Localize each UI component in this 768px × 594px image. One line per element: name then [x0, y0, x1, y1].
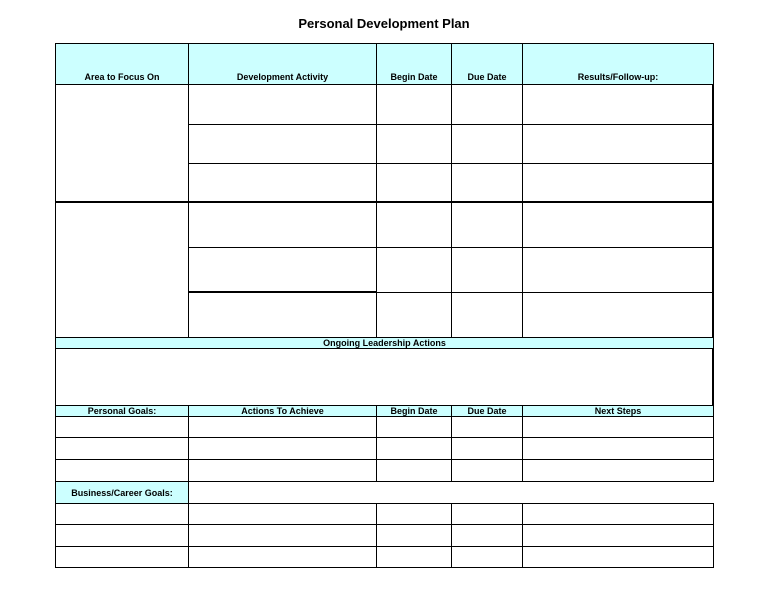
due-date-cell[interactable]: [451, 247, 523, 293]
results-cell[interactable]: [522, 247, 714, 293]
header-next-steps: Next Steps: [522, 405, 714, 417]
begin-date-cell[interactable]: [376, 416, 452, 438]
page-title: Personal Development Plan: [298, 16, 470, 31]
focus-area-cell[interactable]: [55, 84, 189, 203]
personal-goal-cell[interactable]: [55, 459, 189, 482]
career-goal-cell[interactable]: [55, 546, 189, 568]
header-begin-date: Begin Date: [376, 43, 452, 85]
header-results-follow-up: Results/Follow-up:: [522, 43, 714, 85]
personal-goal-cell[interactable]: [55, 437, 189, 460]
next-steps-cell[interactable]: [522, 437, 714, 460]
header-area-to-focus: Area to Focus On: [55, 43, 189, 85]
begin-date-cell[interactable]: [376, 503, 452, 525]
due-date-cell[interactable]: [451, 84, 523, 125]
results-cell[interactable]: [522, 163, 714, 203]
begin-date-cell[interactable]: [376, 124, 452, 164]
due-date-cell[interactable]: [451, 202, 523, 248]
begin-date-cell[interactable]: [376, 437, 452, 460]
header-personal-goals: Personal Goals:: [55, 405, 189, 417]
begin-date-cell[interactable]: [376, 459, 452, 482]
begin-date-cell[interactable]: [376, 247, 452, 293]
due-date-cell[interactable]: [451, 546, 523, 568]
career-goal-cell[interactable]: [55, 503, 189, 525]
due-date-cell[interactable]: [451, 292, 523, 338]
begin-date-cell[interactable]: [376, 163, 452, 203]
personal-goal-cell[interactable]: [55, 416, 189, 438]
begin-date-cell[interactable]: [376, 524, 452, 547]
leadership-actions-field[interactable]: [55, 348, 714, 406]
next-steps-cell[interactable]: [522, 416, 714, 438]
activity-cell[interactable]: [188, 124, 377, 164]
begin-date-cell[interactable]: [376, 202, 452, 248]
focus-area-cell[interactable]: [55, 202, 189, 338]
due-date-cell[interactable]: [451, 524, 523, 547]
begin-date-cell[interactable]: [376, 292, 452, 338]
career-goal-cell[interactable]: [55, 524, 189, 547]
activity-cell[interactable]: [188, 163, 377, 203]
action-cell[interactable]: [188, 416, 377, 438]
activity-cell[interactable]: [188, 292, 377, 338]
header-actions-to-achieve: Actions To Achieve: [188, 405, 377, 417]
header-due-date: Due Date: [451, 405, 523, 417]
due-date-cell[interactable]: [451, 163, 523, 203]
activity-cell[interactable]: [188, 247, 377, 293]
begin-date-cell[interactable]: [376, 84, 452, 125]
due-date-cell[interactable]: [451, 459, 523, 482]
next-steps-cell[interactable]: [522, 503, 714, 525]
leadership-header: Ongoing Leadership Actions: [55, 337, 714, 349]
due-date-cell[interactable]: [451, 124, 523, 164]
action-cell[interactable]: [188, 546, 377, 568]
begin-date-cell[interactable]: [376, 546, 452, 568]
results-cell[interactable]: [522, 84, 714, 125]
action-cell[interactable]: [188, 503, 377, 525]
results-cell[interactable]: [522, 292, 714, 338]
next-steps-cell[interactable]: [522, 459, 714, 482]
activity-cell[interactable]: [188, 84, 377, 125]
action-cell[interactable]: [188, 459, 377, 482]
due-date-cell[interactable]: [451, 437, 523, 460]
action-cell[interactable]: [188, 524, 377, 547]
header-development-activity: Development Activity: [188, 43, 377, 85]
header-due-date: Due Date: [451, 43, 523, 85]
results-cell[interactable]: [522, 202, 714, 248]
action-cell[interactable]: [188, 437, 377, 460]
next-steps-cell[interactable]: [522, 524, 714, 547]
header-begin-date: Begin Date: [376, 405, 452, 417]
due-date-cell[interactable]: [451, 503, 523, 525]
career-goals-label: Business/Career Goals:: [55, 481, 189, 504]
results-cell[interactable]: [522, 124, 714, 164]
next-steps-cell[interactable]: [522, 546, 714, 568]
due-date-cell[interactable]: [451, 416, 523, 438]
activity-cell[interactable]: [188, 202, 377, 248]
